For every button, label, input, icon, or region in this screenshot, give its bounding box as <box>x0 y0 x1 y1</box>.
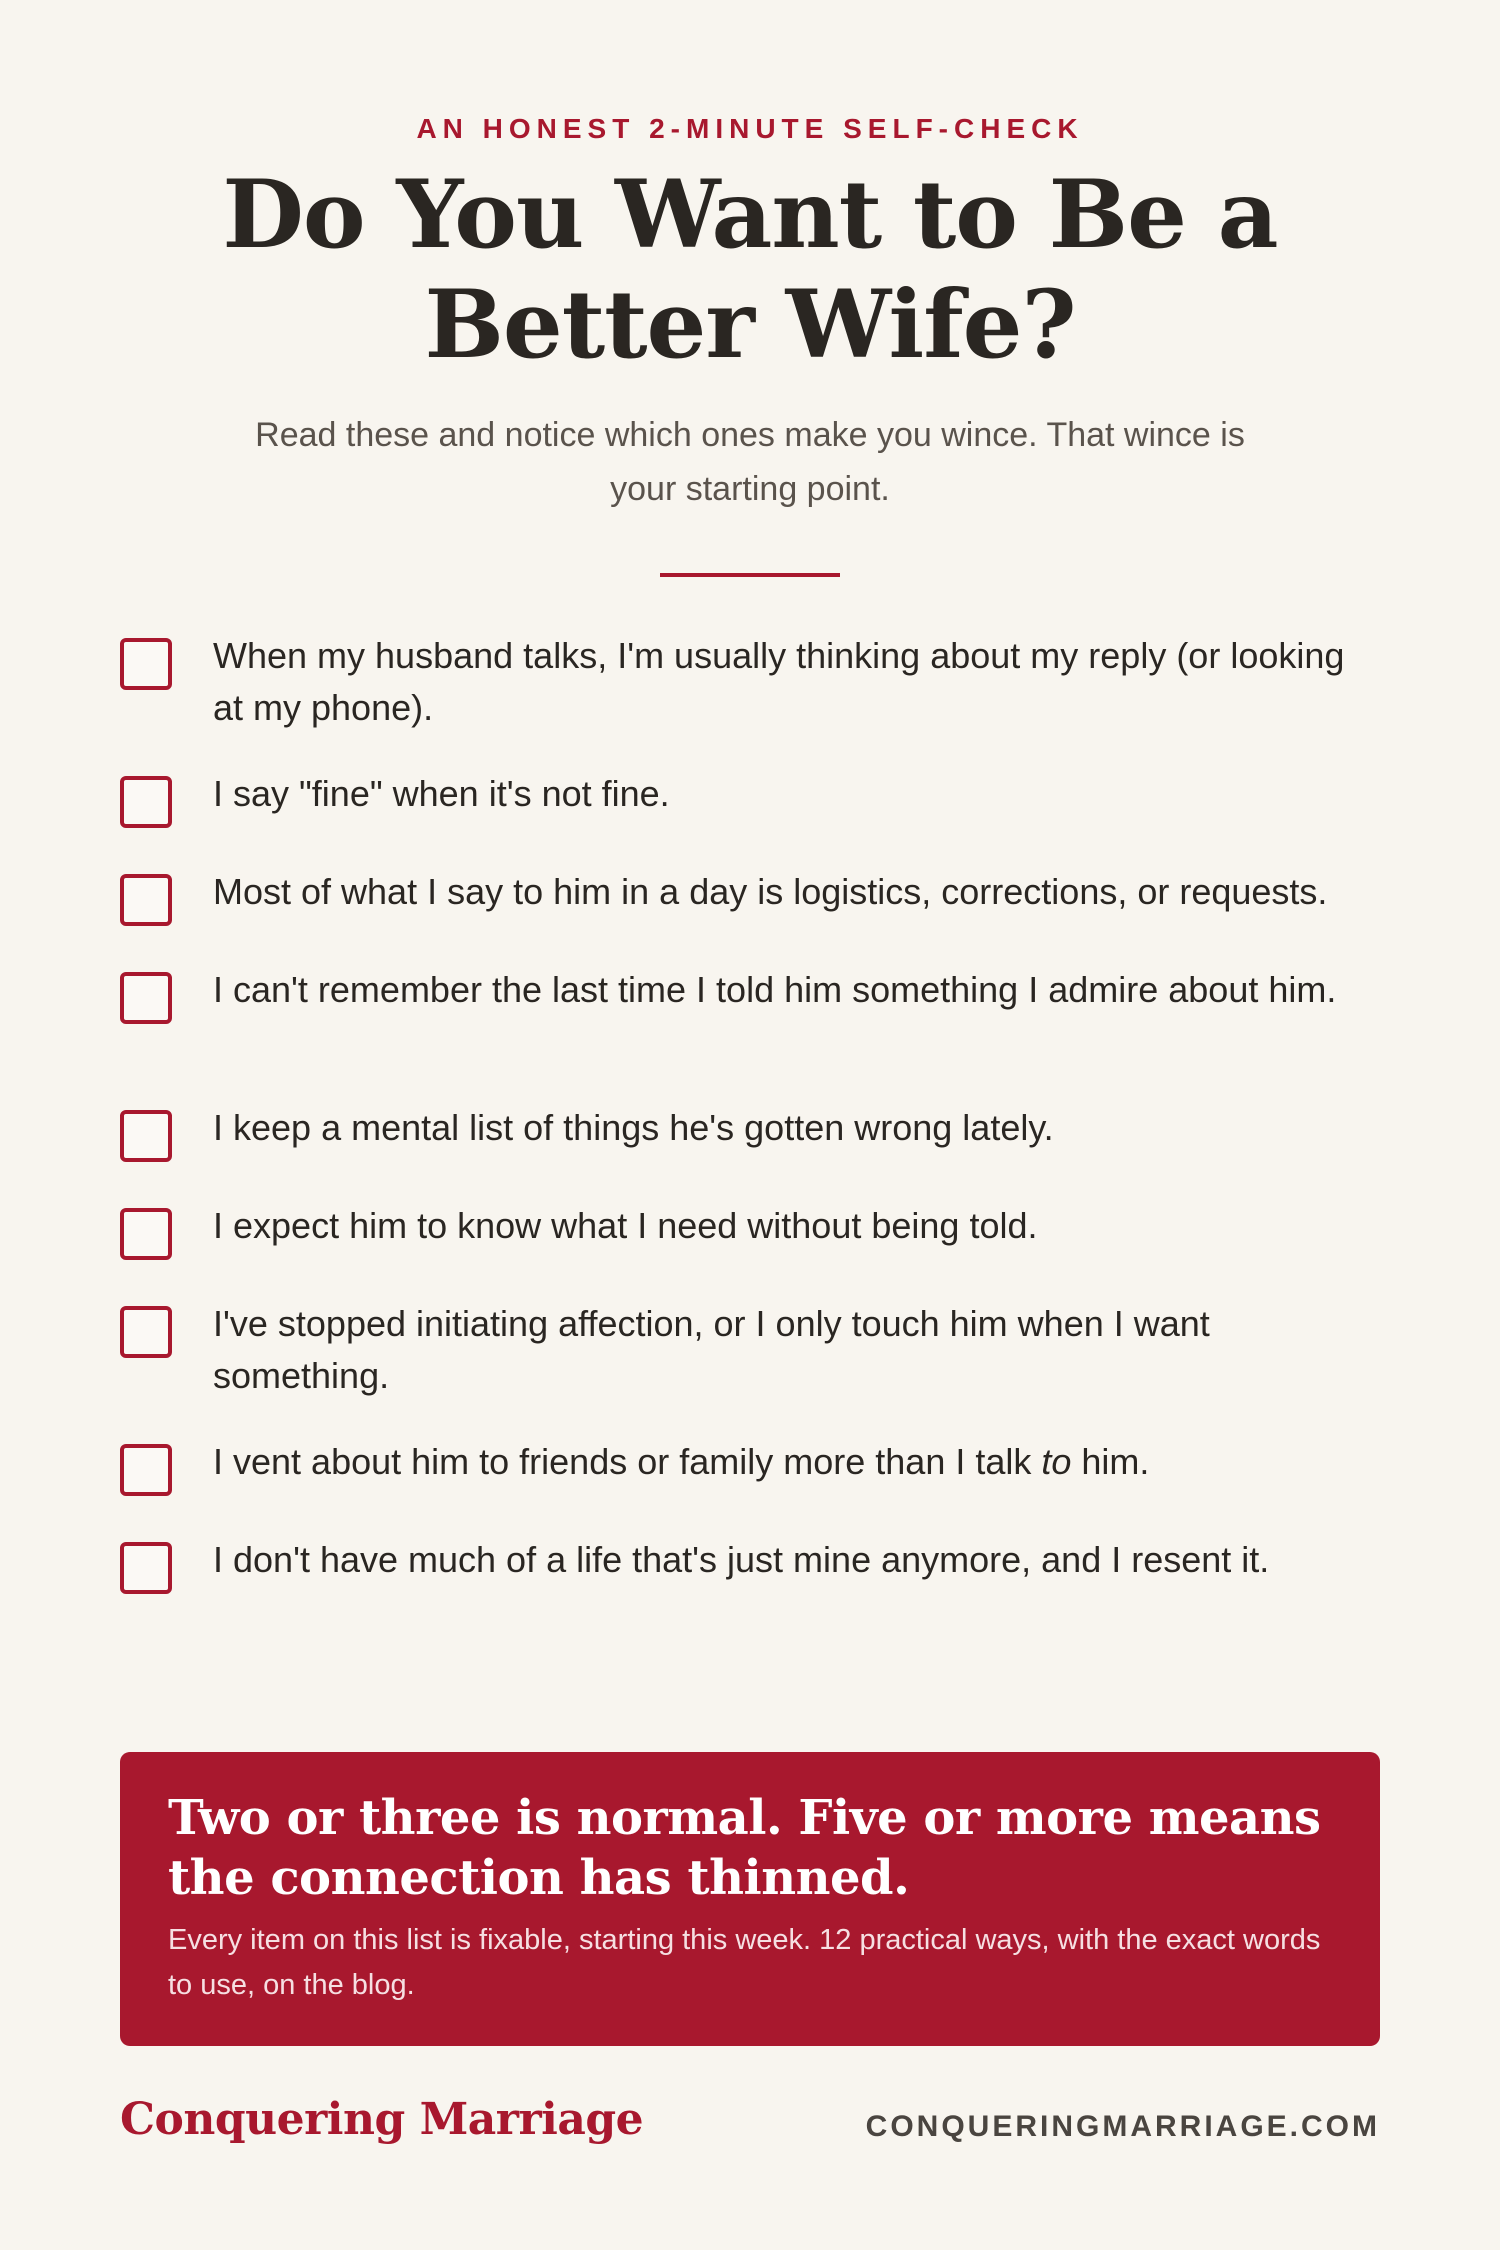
checklist-item-text-part: him. <box>1071 1441 1150 1482</box>
score-callout <box>120 1752 1380 2046</box>
section-divider <box>660 573 840 577</box>
checklist-item-text: Most of what I say to him in a day is logistics, corrections, or requests. <box>213 871 1328 912</box>
checklist-item-text: I say "fine" when it's not fine. <box>213 773 670 814</box>
eyebrow-label: AN HONEST 2-MINUTE SELF-CHECK <box>416 113 1084 144</box>
checkbox[interactable] <box>120 638 172 690</box>
checkbox[interactable] <box>120 1542 172 1594</box>
checklist-item-text: I expect him to know what I need without being told. <box>213 1205 1038 1246</box>
checklist-item-text: I don't have much of a life that's just mine anymore, and I resent it. <box>213 1539 1270 1580</box>
checklist-item-text: I keep a mental list of things he's gotten wrong lately. <box>213 1107 1054 1148</box>
checkbox[interactable] <box>120 1444 172 1496</box>
checklist-item-text <box>213 1436 1380 1488</box>
site-url: CONQUERINGMARRIAGE.COM <box>865 2110 1380 2143</box>
checkbox[interactable] <box>120 1110 172 1162</box>
page-subtitle: Read these and notice which ones make you wince. That wince is your starting point. <box>255 416 1245 508</box>
brand-logo-text: Conquering Marriage <box>120 2094 644 2145</box>
checkbox[interactable] <box>120 776 172 828</box>
checklist-item-text: I've stopped initiating affection, or I only touch him when I want something. <box>213 1303 1210 1396</box>
emphasis-text: to <box>1041 1441 1072 1482</box>
checkbox[interactable] <box>120 874 172 926</box>
callout-headline: Two or three is normal. Five or more means the connection has thinned. <box>168 1790 1321 1906</box>
checkbox[interactable] <box>120 1208 172 1260</box>
checklist-item-text: When my husband talks, I'm usually thinking about my reply (or looking at my phone). <box>213 635 1345 728</box>
checkbox[interactable] <box>120 972 172 1024</box>
callout-body: Every item on this list is fixable, starting this week. 12 practical ways, with the exact words to use, on the blog. <box>168 1924 1321 2001</box>
checklist-item-text: I can't remember the last time I told him something I admire about him. <box>213 969 1337 1010</box>
page-title: Do You Want to Be a Better Wife? <box>222 160 1278 380</box>
checklist-item-text-part: I vent about him to friends or family more than I talk <box>213 1441 1042 1482</box>
checkbox[interactable] <box>120 1306 172 1358</box>
